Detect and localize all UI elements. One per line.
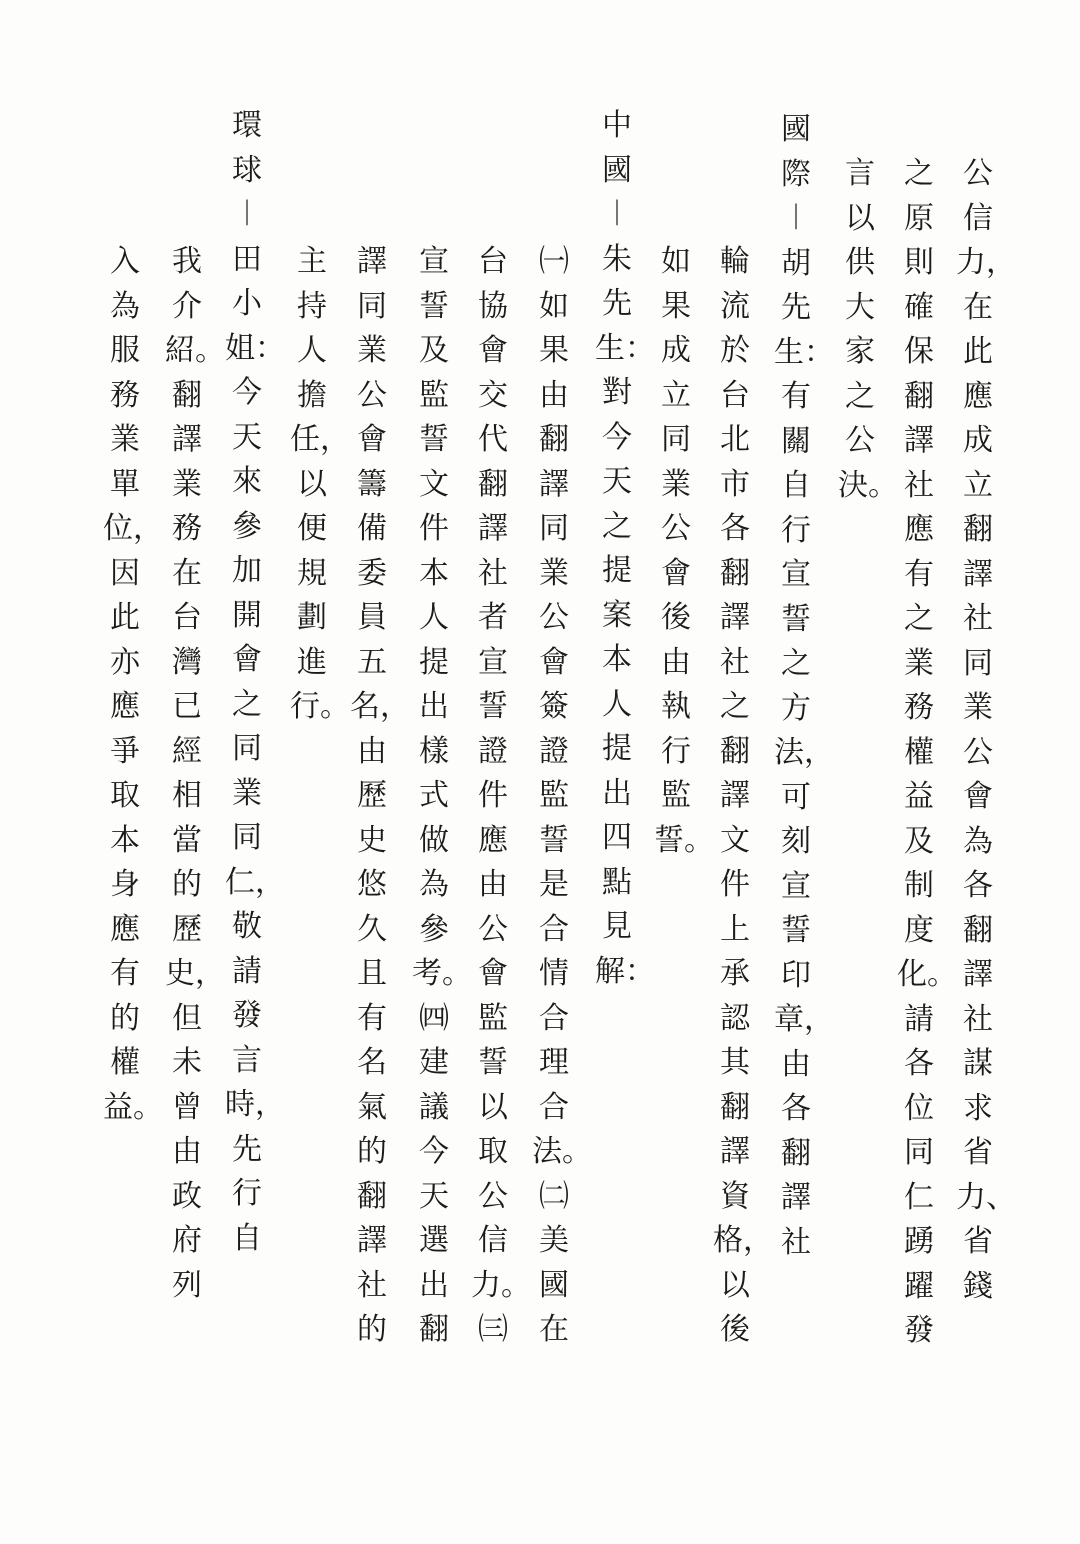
- text-column-12: 主持人擔任，以便規劃進行。: [290, 244, 350, 724]
- text-column-14: 我介紹。翻譯業務在台灣已經相當的歷史，但未曾由政府列: [165, 244, 225, 1303]
- text-column-5: 輪流於台北市各翻譯社之翻譯文件上承認其翻譯資格，以後: [713, 244, 773, 1347]
- text-column-7: 中國︱朱先生：對今天之提案本人提出四點見解：: [595, 108, 655, 989]
- text-column-4: 國際︱胡先生：有關自行宣誓之方法，可刻宣誓印章，由各翻譯社: [774, 112, 834, 1260]
- text-column-8: ㈠如果由翻譯同業公會簽證監誓是合情合理合法。㈡美國在: [532, 244, 592, 1347]
- text-column-10: 宣誓及監誓文件本人提出樣式做為參考。㈣建議今天選出翻: [412, 244, 472, 1347]
- text-column-9: 台協會交代翻譯社者宣誓證件應由公會監誓以取公信力。㈢: [471, 244, 531, 1347]
- text-column-11: 譯同業公會籌備委員五名，由歷史悠久且有名氣的翻譯社的: [350, 244, 410, 1347]
- text-column-6: 如果成立同業公會後由執行監誓。: [654, 244, 714, 858]
- text-column-13: 環球︱田小姐：今天來參加開會之同業同仁，敬請發言時，先行自: [225, 108, 285, 1256]
- text-column-3: 言以供大家之公決。: [838, 156, 898, 503]
- text-column-1: 公信力，在此應成立翻譯社同業公會為各翻譯社謀求省力、省錢: [956, 156, 1016, 1304]
- text-column-15: 入為服務業單位，因此亦應爭取本身應有的權益。: [103, 244, 163, 1125]
- text-column-2: 之原則確保翻譯社應有之業務權益及制度化。請各位同仁踴躍發: [897, 156, 957, 1348]
